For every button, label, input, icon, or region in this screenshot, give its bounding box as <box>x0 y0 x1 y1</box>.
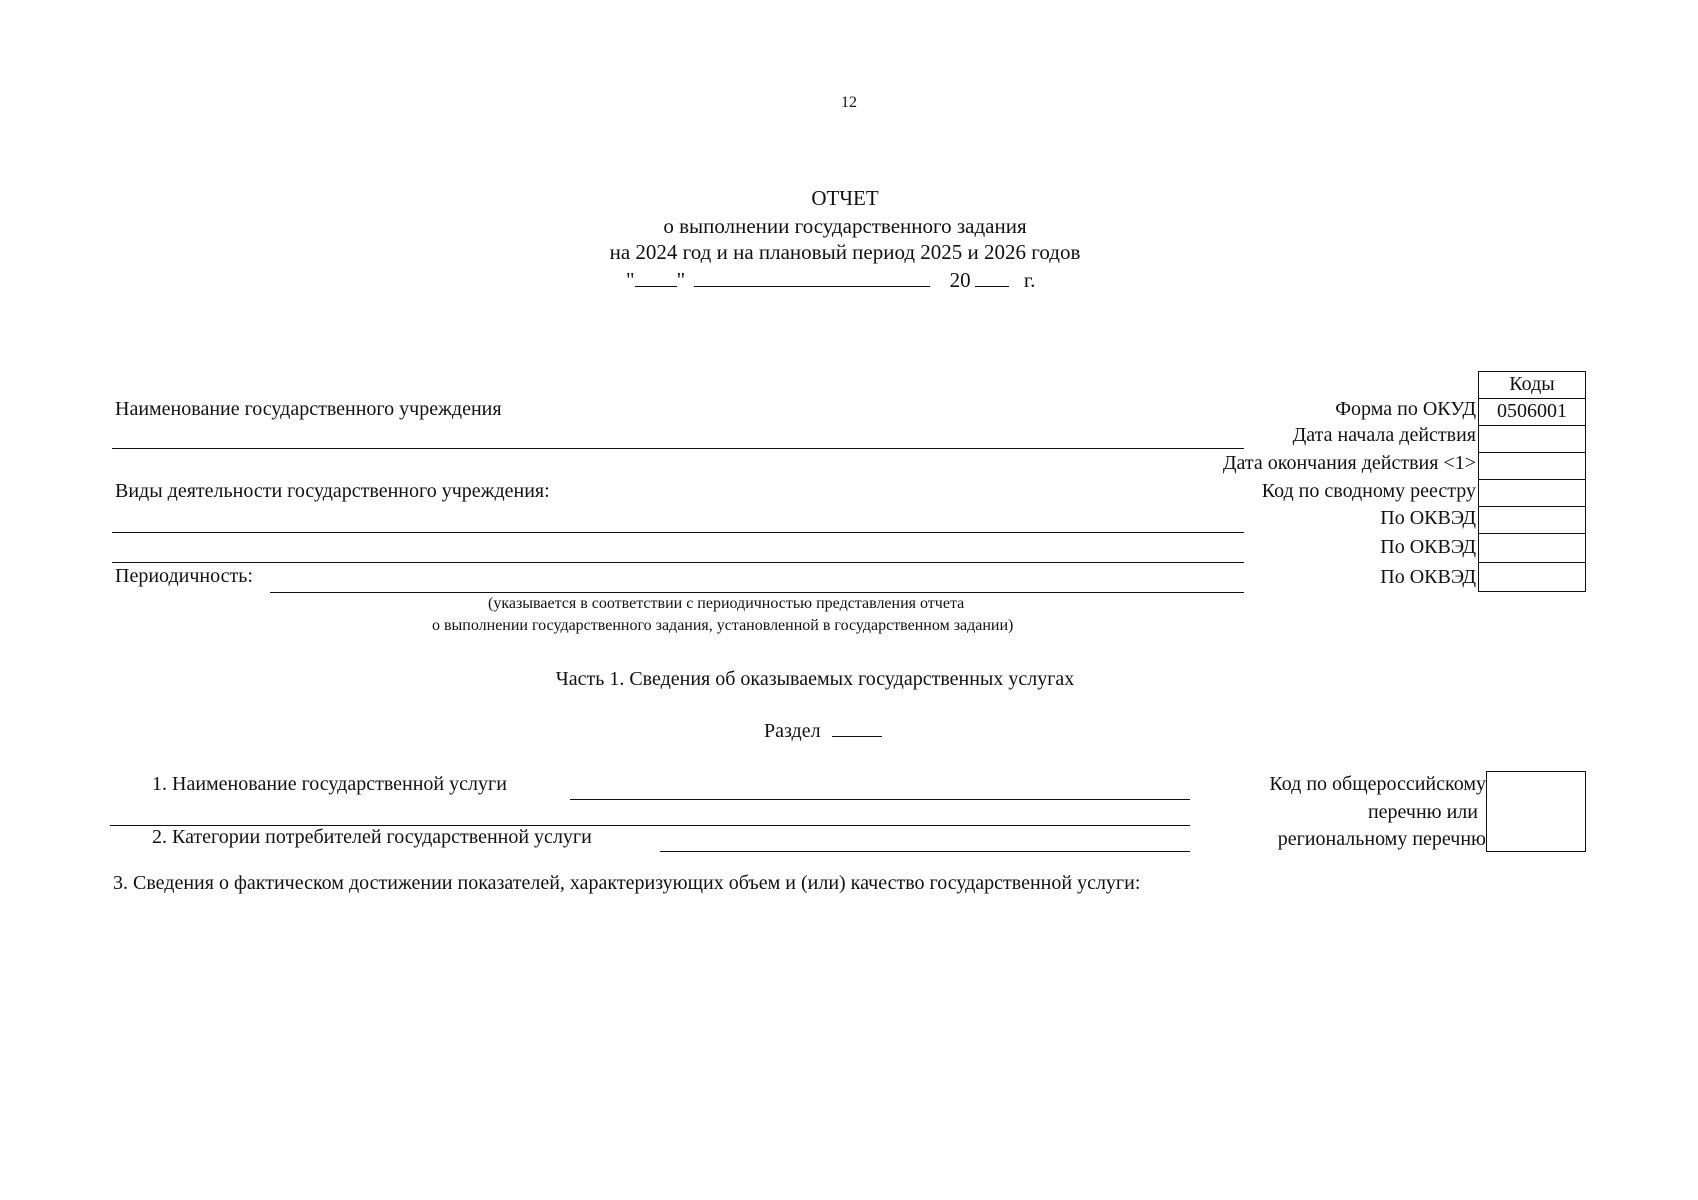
page-number: 12 <box>841 94 857 111</box>
date-quote-close: " <box>676 268 686 292</box>
section-label <box>764 720 882 743</box>
codes-row-value-okved-2[interactable] <box>1478 533 1586 563</box>
activity-types-line-2[interactable] <box>112 562 1244 563</box>
codes-row-label-registry: Код по сводному реестру <box>1261 480 1476 502</box>
part1-heading: Часть 1. Сведения об оказываемых государственных услугах <box>555 668 1075 690</box>
date-year-suffix: г. <box>1023 268 1036 292</box>
periodicity-note-line-1: (указывается в соответствии с периодичностью представления отчета <box>488 595 965 612</box>
report-subtitle: о выполнении государственного задания <box>663 214 1027 238</box>
section-number-blank[interactable] <box>832 735 882 737</box>
report-title: ОТЧЕТ <box>811 186 879 210</box>
codes-row-value-registry[interactable] <box>1478 479 1586 507</box>
list-code-box[interactable] <box>1486 771 1586 852</box>
codes-row-label-start-date: Дата начала действия <box>1292 424 1476 446</box>
codes-row-label-okved-2: По ОКВЭД <box>1380 536 1476 558</box>
institution-name-line[interactable] <box>112 448 1244 449</box>
codes-row-label-okved-1: По ОКВЭД <box>1380 507 1476 529</box>
section-label-text: Раздел <box>764 720 821 742</box>
date-day-blank[interactable] <box>635 285 677 287</box>
list-code-label-line-2: перечню или <box>1367 801 1478 823</box>
date-year-prefix: 20 <box>949 268 971 292</box>
report-date-line <box>626 268 1035 293</box>
codes-header: Коды <box>1478 371 1586 399</box>
periodicity-line[interactable] <box>270 592 1244 593</box>
list-code-label-line-3: региональному перечню <box>1277 828 1486 850</box>
activity-types-label: Виды деятельности государственного учреждения: <box>115 480 550 502</box>
consumer-categories-label: 2. Категории потребителей государственной услуги <box>152 826 592 848</box>
date-quote-open: " <box>626 268 635 292</box>
codes-row-label-okved-3: По ОКВЭД <box>1380 566 1476 588</box>
service-name-label: 1. Наименование государственной услуги <box>152 773 507 795</box>
activity-types-line-1[interactable] <box>112 532 1244 533</box>
institution-name-label: Наименование государственного учреждения <box>115 398 502 420</box>
codes-row-value-end-date[interactable] <box>1478 452 1586 480</box>
service-name-line[interactable] <box>570 799 1190 800</box>
indicators-heading: 3. Сведения о фактическом достижении показателей, характеризующих объем и (или) качество государственной услуги: <box>113 872 1141 894</box>
codes-row-label-end-date: Дата окончания действия <1> <box>1222 452 1476 474</box>
date-month-blank[interactable] <box>694 285 930 287</box>
consumer-categories-line[interactable] <box>660 851 1190 852</box>
periodicity-label: Периодичность: <box>115 565 253 587</box>
report-period: на 2024 год и на плановый период 2025 и 2026 годов <box>609 240 1081 264</box>
periodicity-note-line-2: о выполнении государственного задания, установленной в государственном задании) <box>432 617 1014 634</box>
list-code-label-line-1: Код по общероссийскому <box>1269 773 1486 795</box>
codes-row-value-okved-1[interactable] <box>1478 506 1586 534</box>
codes-row-value-start-date[interactable] <box>1478 425 1586 453</box>
codes-row-value-okved-3[interactable] <box>1478 562 1586 592</box>
codes-row-label-okud: Форма по ОКУД <box>1335 398 1476 420</box>
codes-row-value-okud[interactable]: 0506001 <box>1478 398 1586 426</box>
date-year-blank[interactable] <box>975 285 1009 287</box>
